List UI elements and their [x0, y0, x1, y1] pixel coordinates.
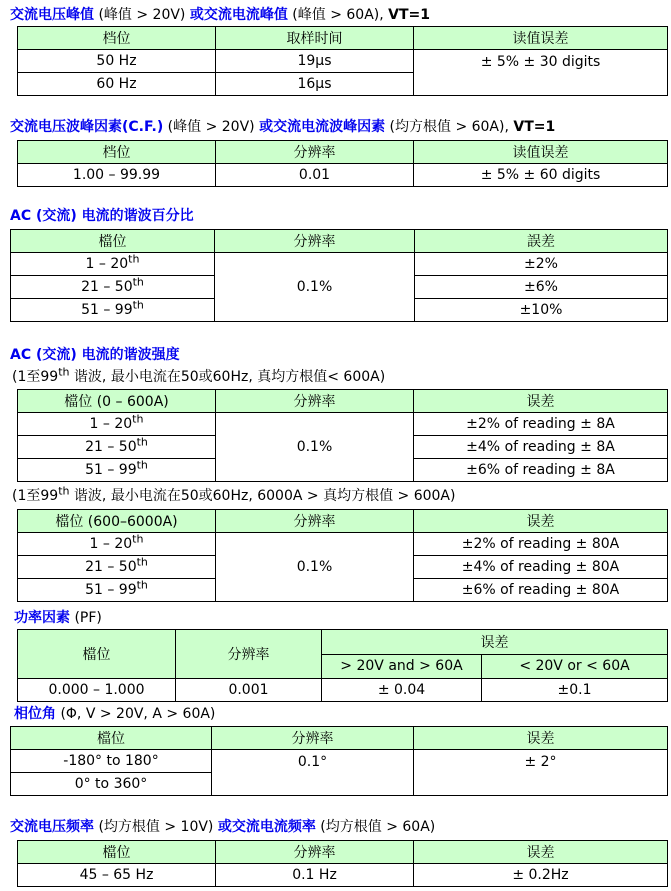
table-row	[18, 50, 668, 73]
section-title-harmonic-magnitude: AC (交流) 电流的谐波强度	[10, 347, 180, 363]
error-cell: ± 2°	[414, 750, 668, 796]
range-cell: 21 – 50th	[11, 276, 215, 299]
col-header: 分辨率	[216, 141, 414, 164]
range-cell: -180° to 180°	[11, 750, 212, 773]
col-header: 分辨率	[215, 230, 415, 253]
range-cell: 1 – 20th	[18, 533, 216, 556]
range-cell: 1 – 20th	[11, 253, 215, 276]
table-row	[18, 413, 668, 436]
col-header: 誤差	[415, 230, 668, 253]
table-header-row	[18, 510, 668, 533]
range-cell: 51 – 99th	[18, 459, 216, 482]
sampling-cell: 19µs	[216, 50, 414, 73]
col-header: 读值误差	[414, 141, 668, 164]
error-cell: ±2%	[415, 253, 668, 276]
col-subheader: > 20V and > 60A	[322, 654, 482, 679]
harmonic-percent-table	[10, 229, 668, 322]
error-cell: ± 0.04	[322, 679, 482, 702]
table-header-row	[11, 230, 668, 253]
resolution-cell: 0.1°	[212, 750, 414, 796]
resolution-cell: 0.1 Hz	[216, 864, 414, 887]
error-cell: ± 5% ± 30 digits	[414, 50, 668, 96]
error-cell: ±4% of reading ± 80A	[414, 556, 668, 579]
error-cell: ±2% of reading ± 80A	[414, 533, 668, 556]
section-title-harmonic-percent: AC (交流) 电流的谐波百分比	[10, 208, 194, 224]
table-header-row	[18, 630, 668, 655]
section-note-high-current: (1至99th 谐波, 最小电流在50或60Hz, 6000A > 真均方根值 > 600A)	[12, 484, 456, 504]
table-row	[18, 533, 668, 556]
harmonic-magnitude-table-high	[17, 509, 668, 602]
resolution-cell: 0.01	[216, 164, 414, 187]
phase-angle-table	[10, 726, 668, 796]
table-row	[18, 864, 668, 887]
error-cell: ±6% of reading ± 80A	[414, 579, 668, 602]
resolution-cell: 0.1%	[216, 533, 414, 602]
col-header: 误差	[414, 727, 668, 750]
table-row	[11, 253, 668, 276]
col-header: 误差	[414, 390, 668, 413]
peak-table	[17, 26, 668, 96]
range-cell: 1 – 20th	[18, 413, 216, 436]
col-header: 误差	[322, 630, 668, 655]
range-cell: 1.00 – 99.99	[18, 164, 216, 187]
error-cell: ± 5% ± 60 digits	[414, 164, 668, 187]
error-cell: ± 0.2Hz	[414, 864, 668, 887]
range-cell: 0° to 360°	[11, 773, 212, 796]
section-title-power-factor: 功率因素 (PF)	[14, 610, 102, 626]
error-cell: ±10%	[415, 299, 668, 322]
crest-factor-table	[17, 140, 668, 187]
table-row	[18, 164, 668, 187]
range-cell: 45 – 65 Hz	[18, 864, 216, 887]
col-header: 分辨率	[216, 841, 414, 864]
range-cell: 51 – 99th	[11, 299, 215, 322]
col-header: 误差	[414, 841, 668, 864]
col-header: 档位	[18, 141, 216, 164]
col-header: 檔位	[11, 230, 215, 253]
section-title-phase-angle: 相位角 (Φ, V > 20V, A > 60A)	[14, 706, 216, 722]
table-row	[18, 679, 668, 702]
section-title-frequency: 交流电压频率 (均方根值 > 10V) 或交流电流频率 (均方根值 > 60A)	[10, 819, 436, 835]
range-cell: 60 Hz	[18, 73, 216, 96]
section-note-low-current: (1至99th 谐波, 最小电流在50或60Hz, 真均方根值< 600A)	[12, 365, 386, 385]
table-row	[11, 750, 668, 773]
resolution-cell: 0.1%	[216, 413, 414, 482]
range-cell: 21 – 50th	[18, 436, 216, 459]
range-cell: 21 – 50th	[18, 556, 216, 579]
section-title-peak: 交流电压峰值 (峰值 > 20V) 或交流电流峰值 (峰值 > 60A), VT=1	[10, 7, 431, 23]
col-header: 读值误差	[414, 27, 668, 50]
col-header: 档位	[18, 27, 216, 50]
table-header-row	[11, 727, 668, 750]
error-cell: ±0.1	[482, 679, 668, 702]
col-header: 檔位	[11, 727, 212, 750]
col-header: 取样时间	[216, 27, 414, 50]
power-factor-table	[17, 629, 668, 702]
col-header: 分辨率	[212, 727, 414, 750]
col-header: 分辨率	[176, 630, 322, 679]
error-cell: ±4% of reading ± 8A	[414, 436, 668, 459]
table-header-row	[18, 841, 668, 864]
range-cell: 50 Hz	[18, 50, 216, 73]
error-cell: ±6% of reading ± 8A	[414, 459, 668, 482]
col-subheader: < 20V or < 60A	[482, 654, 668, 679]
table-header-row	[18, 141, 668, 164]
error-cell: ±2% of reading ± 8A	[414, 413, 668, 436]
col-header: 檔位 (600–6000A)	[18, 510, 216, 533]
col-header: 误差	[414, 510, 668, 533]
col-header: 分辨率	[216, 390, 414, 413]
col-header: 檔位	[18, 630, 176, 679]
col-header: 檔位	[18, 841, 216, 864]
frequency-table	[17, 840, 668, 887]
range-cell: 51 – 99th	[18, 579, 216, 602]
error-cell: ±6%	[415, 276, 668, 299]
col-header: 檔位 (0 – 600A)	[18, 390, 216, 413]
section-title-crest-factor: 交流电压波峰因素(C.F.) (峰值 > 20V) 或交流电流波峰因素 (均方根值 > 60A), VT=1	[10, 119, 556, 135]
table-header-row	[18, 27, 668, 50]
sampling-cell: 16µs	[216, 73, 414, 96]
harmonic-magnitude-table-low	[17, 389, 668, 482]
resolution-cell: 0.001	[176, 679, 322, 702]
col-header: 分辨率	[216, 510, 414, 533]
range-cell: 0.000 – 1.000	[18, 679, 176, 702]
table-header-row	[18, 390, 668, 413]
resolution-cell: 0.1%	[215, 253, 415, 322]
